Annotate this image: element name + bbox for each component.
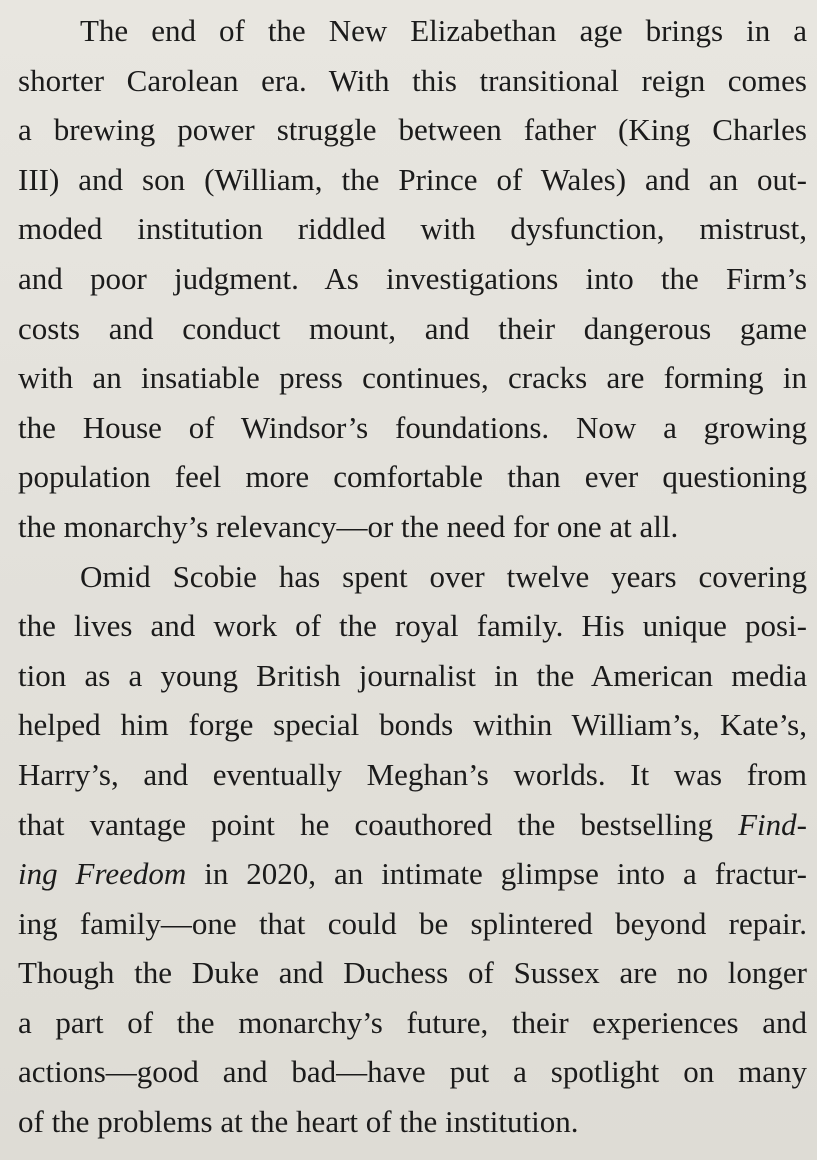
text-line: moded institution riddled with dysfunction, mistrust, <box>18 211 807 247</box>
text-line: the monarchy’s relevancy—or the need for one at all. <box>18 508 679 544</box>
text-line: population feel more comfortable than ever questioning <box>18 459 807 495</box>
text-line <box>18 849 807 899</box>
text-line: a brewing power struggle between father (King Charles <box>18 112 807 148</box>
text-line: a part of the monarchy’s future, their experiences and <box>18 1004 807 1040</box>
text-line: The end of the New Elizabethan age brings in a <box>80 13 807 48</box>
text-line: Harry’s, and eventually Meghan’s worlds. It was from <box>18 756 807 792</box>
text-line: ing family—one that could be splintered beyond repair. <box>18 905 807 941</box>
line-text-roman: that vantage point he coauthored the bestselling <box>18 806 739 842</box>
text-line: Omid Scobie has spent over twelve years covering <box>80 558 807 594</box>
text-line: the House of Windsor’s foundations. Now a growing <box>18 409 807 445</box>
text-line: actions—good and bad—have put a spotlight on many <box>18 1054 807 1090</box>
paragraph-1 <box>18 6 807 552</box>
text-line: Though the Duke and Duchess of Sussex are no longer <box>18 955 807 991</box>
line-text-roman: in 2020, an intimate glimpse into a fractur- <box>186 856 807 892</box>
paragraph-2 <box>18 552 807 1147</box>
text-line: shorter Carolean era. With this transitional reign comes <box>18 62 807 98</box>
book-title-italic: Find- <box>738 806 807 842</box>
text-line <box>18 800 807 850</box>
text-line: and poor judgment. As investigations into the Firm’s <box>18 260 807 296</box>
text-line: with an insatiable press continues, cracks are forming in <box>18 360 807 396</box>
text-line: helped him forge special bonds within William’s, Kate’s, <box>18 707 807 743</box>
text-line: the lives and work of the royal family. His unique posi- <box>18 608 807 644</box>
text-line: of the problems at the heart of the institution. <box>18 1104 579 1140</box>
text-line: costs and conduct mount, and their dangerous game <box>18 310 807 346</box>
text-line: III) and son (William, the Prince of Wales) and an out- <box>18 161 807 197</box>
book-title-italic: ing Freedom <box>18 856 187 892</box>
text-line: tion as a young British journalist in the American media <box>18 657 807 693</box>
